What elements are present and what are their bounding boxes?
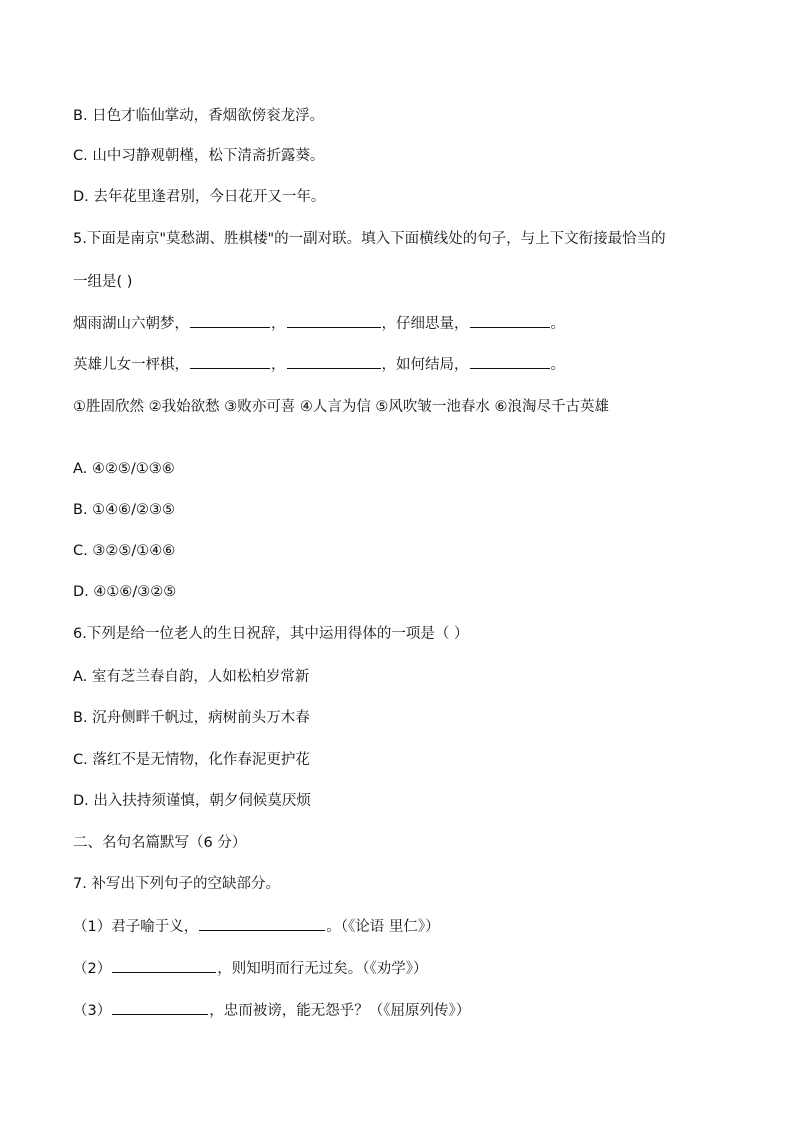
blank-line: [199, 916, 325, 931]
blank-line: [190, 354, 270, 369]
q7-item-1-after: 。（《论语 里仁》）: [326, 919, 440, 935]
q7-item-3-num: （3）: [73, 1003, 112, 1019]
q5-option-c: C. ③②⑤/①④⑥: [73, 543, 176, 559]
blank-line: [287, 354, 381, 369]
q7-item-2-after: ，则知明而行无过矣。（《劝学》）: [217, 961, 428, 977]
q5-couplet-1: [73, 313, 734, 334]
q7-item-1-num: （1）: [73, 919, 112, 935]
q7-item-1: [73, 916, 734, 937]
couplet-1-mid: ，仔细思量，: [381, 316, 469, 332]
q5-option-b: B. ①④⑥/②③⑤: [73, 502, 176, 518]
blank-line: [190, 313, 270, 328]
blank-line: [287, 313, 381, 328]
blank-line: [112, 1000, 208, 1015]
couplet-2-end: 。: [550, 357, 565, 373]
q7-item-2-num: （2）: [73, 961, 112, 977]
q4-option-b: B. 日色才临仙掌动，香烟欲傍衮龙浮。: [73, 108, 325, 124]
couplet-1-end: 。: [550, 316, 565, 332]
blank-line: [112, 958, 216, 973]
q4-option-d: D. 去年花里逢君别，今日花开又一年。: [73, 189, 326, 205]
q5-stem-line1: 5.下面是南京"莫愁湖、胜棋楼"的一副对联。填入下面横线处的句子，与上下文衔接最恰当的: [73, 231, 666, 247]
couplet-2-mid: ，如何结局，: [381, 357, 469, 373]
q4-option-c: C. 山中习静观朝槿，松下清斋折露葵。: [73, 148, 325, 164]
section-2-title: 二、名句名篇默写（6 分）: [73, 835, 247, 851]
q5-stem-line2: 一组是( ): [73, 274, 133, 290]
q6-option-a: A. 室有芝兰春自韵，人如松柏岁常新: [73, 669, 310, 685]
q5-choices: ①胜固欣然 ②我始欲愁 ③败亦可喜 ④人言为信 ⑤风吹皱一池春水 ⑥浪淘尽千古英雄: [73, 399, 610, 415]
q7-item-1-before: 君子喻于义，: [111, 919, 199, 935]
q7-stem: 7. 补写出下列句子的空缺部分。: [73, 876, 280, 892]
q6-option-d: D. 出入扶持须谨慎，朝夕伺候莫厌烦: [73, 793, 311, 809]
q5-option-d: D. ④①⑥/③②⑤: [73, 584, 177, 600]
couplet-1-start: 烟雨湖山六朝梦，: [73, 316, 189, 332]
blank-line: [470, 313, 550, 328]
blank-line: [470, 354, 550, 369]
couplet-2-sep: ，: [271, 357, 286, 373]
couplet-2-start: 英雄儿女一枰棋，: [73, 357, 189, 373]
q7-item-2: [73, 958, 734, 979]
q5-couplet-2: [73, 354, 734, 375]
q7-item-3: [73, 1000, 734, 1021]
couplet-1-sep: ，: [271, 316, 286, 332]
q6-stem: 6.下列是给一位老人的生日祝辞，其中运用得体的一项是（ ）: [73, 626, 469, 642]
q6-option-b: B. 沉舟侧畔千帆过，病树前头万木春: [73, 710, 310, 726]
q5-option-a: A. ④②⑤/①③⑥: [73, 461, 175, 477]
q7-item-3-after: ，忠而被谤，能无怨乎？（《屈原列传》）: [209, 1003, 471, 1019]
q6-option-c: C. 落红不是无情物，化作春泥更护花: [73, 752, 310, 768]
